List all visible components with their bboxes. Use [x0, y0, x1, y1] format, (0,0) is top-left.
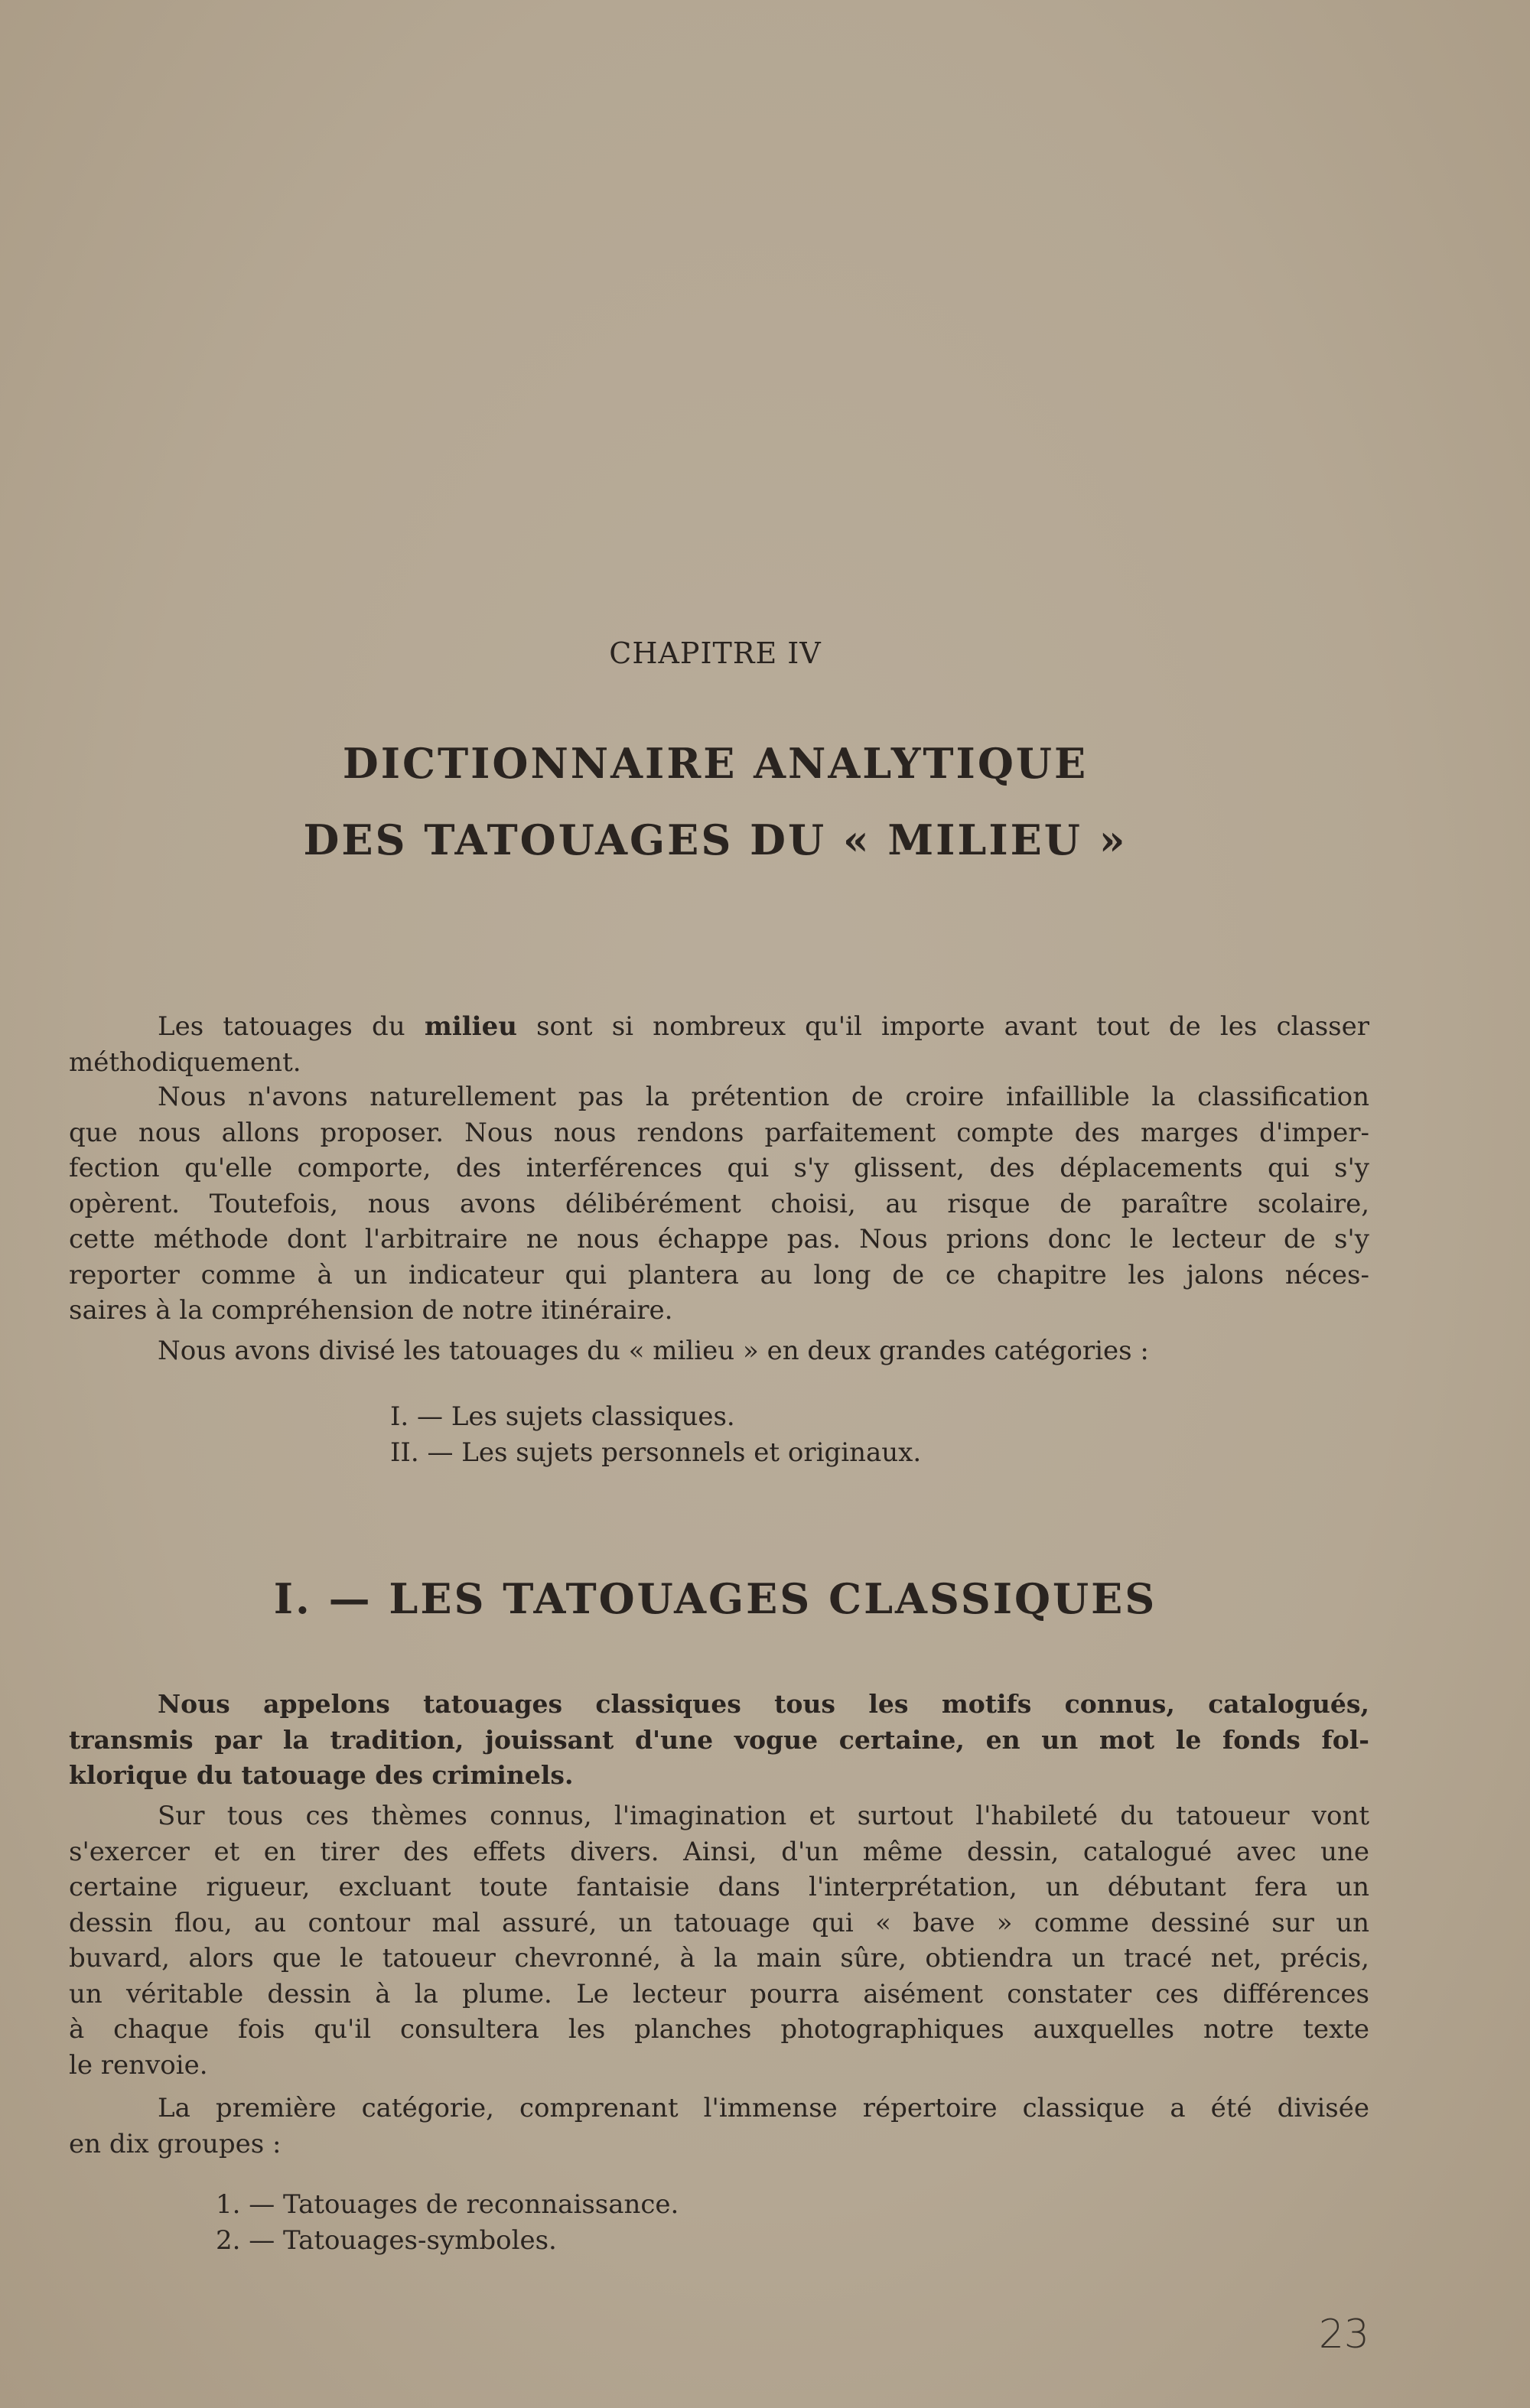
category-list: [390, 1399, 1308, 1470]
chapter-title-line-2: DES TATOUAGES DU « MILIEU »: [303, 815, 1128, 864]
paragraph-line: s'exercer et en tirer des effets divers. Ainsi, d'un même dessin, catalogué avec une: [69, 1836, 1369, 1867]
chapter-label: CHAPITRE IV: [609, 636, 822, 670]
paragraph-line: Nous avons divisé les tatouages du « milieu » en deux grandes catégories :: [158, 1336, 1149, 1366]
paragraph-line: opèrent. Toutefois, nous avons délibérément choisi, au risque de paraître scolaire,: [69, 1188, 1369, 1219]
paragraph-line: à chaque fois qu'il consultera les planches photographiques auxquelles notre texte: [69, 2014, 1369, 2045]
category-item: I. — Les sujets classiques.: [390, 1401, 735, 1432]
paragraph-line: Sur tous ces thèmes connus, l'imagination et surtout l'habileté du tatoueur vont: [158, 1801, 1369, 1831]
paragraph-line: Nous appelons tatouages classiques tous les motifs connus, catalogués,: [158, 1689, 1369, 1719]
paragraph-line: reporter comme à un indicateur qui plantera au long de ce chapitre les jalons néces-: [69, 1259, 1369, 1290]
intro-paragraph-1: [69, 1009, 1369, 1080]
group-item: 2. — Tatouages-symboles.: [216, 2224, 557, 2256]
paragraph-line: cette méthode dont l'arbitraire ne nous échappe pas. Nous prions donc le lecteur de s'y: [69, 1224, 1369, 1254]
category-item: II. — Les sujets personnels et originaux.: [390, 1437, 922, 1468]
paragraph-line: dessin flou, au contour mal assuré, un tatouage qui « bave » comme dessiné sur un: [69, 1907, 1369, 1938]
section-heading: I. — LES TATOUAGES CLASSIQUES: [273, 1574, 1157, 1623]
section-paragraph-2: [69, 1798, 1369, 2083]
paragraph-line: certaine rigueur, excluant toute fantaisie dans l'interprétation, un débutant fera un: [69, 1872, 1369, 1902]
paragraph-line: transmis par la tradition, jouissant d'une vogue certaine, en un mot le fonds fol-: [69, 1724, 1369, 1755]
paragraph-line: en dix groupes :: [69, 2128, 282, 2159]
paragraph-line: [69, 1009, 1369, 1045]
emphasis-milieu: milieu: [424, 1011, 517, 1042]
paragraph-line: un véritable dessin à la plume. Le lecteur pourra aisément constater ces différences: [69, 1978, 1369, 2009]
paragraph-line: fection qu'elle comporte, des interférences qui s'y glissent, des déplacements qui s'y: [69, 1153, 1369, 1183]
group-list: [216, 2187, 1134, 2258]
text-run: Les tatouages du: [158, 1011, 425, 1042]
group-item: 1. — Tatouages de reconnaissance.: [216, 2189, 679, 2220]
paragraph-line: saires à la compréhension de notre itinéraire.: [69, 1295, 673, 1326]
paragraph-line: buvard, alors que le tatoueur chevronné, à la main sûre, obtiendra un tracé net, précis,: [69, 1943, 1369, 1974]
paragraph-line: Nous n'avons naturellement pas la prétention de croire infaillible la classification: [158, 1082, 1369, 1112]
paragraph-line: que nous allons proposer. Nous nous rendons parfaitement compte des marges d'imper-: [69, 1117, 1369, 1148]
paragraph-line: La première catégorie, comprenant l'immense répertoire classique a été divisée: [158, 2093, 1369, 2123]
chapter-title-line-1: DICTIONNAIRE ANALYTIQUE: [342, 739, 1089, 788]
page-number: 23: [1318, 2312, 1369, 2358]
text-run: sont si nombreux qu'il importe avant tout de les classer: [516, 1011, 1369, 1042]
section-paragraph-bold: [69, 1687, 1369, 1794]
intro-paragraph-2: [69, 1079, 1369, 1329]
paragraph-line: méthodiquement.: [69, 1046, 301, 1078]
section-paragraph-3: [69, 2091, 1369, 2162]
intro-paragraph-3: [69, 1333, 1369, 1369]
paragraph-line: le renvoie.: [69, 2049, 208, 2081]
paragraph-line: klorique du tatouage des criminels.: [69, 1760, 574, 1790]
